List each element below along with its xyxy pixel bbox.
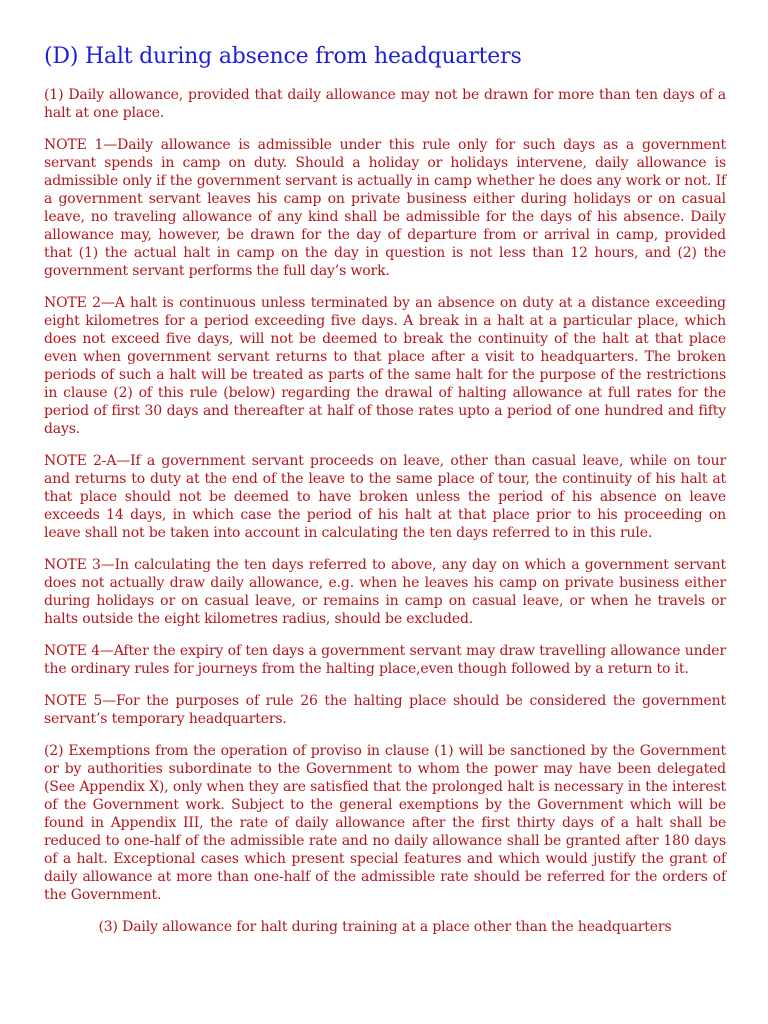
note-1-paragraph: NOTE 1—Daily allowance is admissible under this rule only for such days as a government servant spends in camp on duty. Should a holiday or holidays intervene, daily allowance is admissible only if the government servant is actually in camp whether he does any work or not. If a government servant leaves his camp on private business either during holidays or on casual leave, no traveling allowance of any kind shall be admissible for the days of his absence. Daily allowance may, however, be drawn for the day of departure from or arrival in camp, provided that (1) the actual halt in camp on the day in question is not less than 12 hours, and (2) the government servant performs the full day’s work.	[44, 137, 726, 279]
clause-2-paragraph: (2) Exemptions from the operation of proviso in clause (1) will be sanctioned by the Government or by authorities subordinate to the Government to whom the power may have been delegated (See Appendix X), only when they are satisfied that the prolonged halt is necessary in the interest of the Government work. Subject to the general exemptions by the Government which will be found in Appendix III, the rate of daily allowance after the first thirty days of a halt shall be reduced to one-half of the admissible rate and no daily allowance shall be granted after 180 days of a halt. Exceptional cases which present special features and which would justify the grant of daily allowance at more than one-half of the admissible rate should be referred for the orders of the Government.	[44, 743, 726, 903]
clause-3-heading: (3) Daily allowance for halt during training at a place other than the headquarters	[98, 919, 672, 935]
document-page	[44, 42, 726, 950]
note-3-paragraph: NOTE 3—In calculating the ten days referred to above, any day on which a government servant does not actually draw daily allowance, e.g. when he leaves his camp on private business either during holidays or on casual leave, or remains in camp on casual leave, or when he travels or halts outside the eight kilometres radius, should be excluded.	[44, 557, 726, 627]
note-4-paragraph: NOTE 4—After the expiry of ten days a government servant may draw travelling allowance under the ordinary rules for journeys from the halting place,even though followed by a return to it.	[44, 643, 726, 677]
clause-1-paragraph: (1) Daily allowance, provided that daily allowance may not be drawn for more than ten days of a halt at one place.	[44, 87, 726, 121]
note-5-paragraph: NOTE 5—For the purposes of rule 26 the halting place should be considered the government servant’s temporary headquarters.	[44, 693, 726, 727]
note-2-paragraph: NOTE 2—A halt is continuous unless terminated by an absence on duty at a distance exceeding eight kilometres for a period exceeding five days. A break in a halt at a particular place, which does not exceed five days, will not be deemed to break the continuity of the halt at that place even when government servant returns to that place after a visit to headquarters. The broken periods of such a halt will be treated as parts of the same halt for the purpose of the restrictions in clause (2) of this rule (below) regarding the drawal of halting allowance at full rates for the period of first 30 days and thereafter at half of those rates upto a period of one hundred and fifty days.	[44, 295, 726, 437]
note-2a-paragraph: NOTE 2-A—If a government servant proceeds on leave, other than casual leave, while on tour and returns to duty at the end of the leave to the same place of tour, the continuity of his halt at that place should not be deemed to have broken unless the period of his absence on leave exceeds 14 days, in which case the period of his halt at that place prior to his proceeding on leave shall not be taken into account in calculating the ten days referred to in this rule.	[44, 453, 726, 541]
section-heading: (D) Halt during absence from headquarters	[44, 44, 522, 69]
